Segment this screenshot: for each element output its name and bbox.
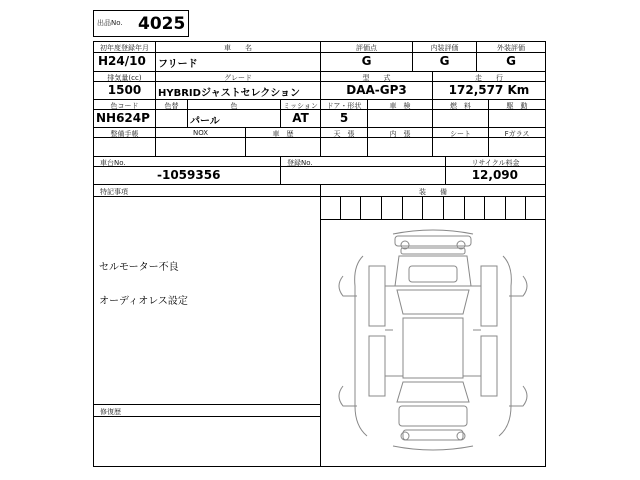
remarks-label: 特記事項 bbox=[100, 188, 128, 196]
remark-line-1: セルモーター不良 bbox=[99, 262, 179, 273]
registration-label: 登録No. bbox=[287, 159, 313, 167]
lot-number: 4025 bbox=[138, 14, 186, 34]
exterior-score-label: 外装評価 bbox=[497, 44, 525, 52]
doors-label: ドア・形状 bbox=[326, 102, 362, 110]
color-code-value: NH624P bbox=[96, 111, 150, 125]
mileage-value: 172,577 Km bbox=[448, 83, 530, 97]
color-label: 色 bbox=[230, 102, 238, 110]
car-name-value: フリード bbox=[158, 59, 198, 70]
grade-label: グレード bbox=[224, 74, 252, 82]
mileage-label: 走 行 bbox=[475, 74, 503, 82]
equipment-label: 装 備 bbox=[419, 188, 447, 196]
drive-label: 駆 動 bbox=[506, 102, 528, 110]
repair-history-label: 修復歴 bbox=[100, 408, 121, 416]
overall-score-value: G bbox=[361, 54, 372, 68]
overall-score-label: 評価点 bbox=[356, 44, 377, 52]
displacement-label: 排気量(cc) bbox=[107, 74, 142, 82]
seat-label: シート bbox=[450, 130, 471, 138]
roof-label: 天 張 bbox=[333, 130, 355, 138]
chassis-label: 車台No. bbox=[100, 159, 126, 167]
interior-lining-label: 内 張 bbox=[389, 130, 411, 138]
interior-score-label: 内装評価 bbox=[430, 44, 459, 52]
model-value: DAA-GP3 bbox=[346, 83, 407, 97]
recycle-label: リサイクル料金 bbox=[471, 159, 520, 167]
first-reg-label: 初年度登録年月 bbox=[100, 44, 149, 52]
color-change-label: 色替 bbox=[164, 102, 179, 110]
doors-value: 5 bbox=[339, 111, 349, 125]
displacement-value: 1500 bbox=[107, 83, 142, 97]
lot-label: 出品No. bbox=[97, 19, 123, 27]
color-value: パール bbox=[190, 116, 220, 127]
interior-score-value: G bbox=[439, 54, 450, 68]
nox-label: NOX bbox=[192, 129, 209, 137]
history-label: 車 歴 bbox=[272, 130, 294, 138]
manual-label: 整備手帳 bbox=[110, 130, 139, 138]
chassis-value: -1059356 bbox=[157, 168, 221, 182]
transmission-value: AT bbox=[292, 111, 309, 125]
recycle-value: 12,090 bbox=[471, 168, 518, 182]
inspection-label: 車 検 bbox=[389, 102, 411, 110]
first-reg-value: H24/10 bbox=[98, 54, 146, 68]
f-glass-label: Fガラス bbox=[504, 130, 530, 138]
car-damage-diagram bbox=[333, 226, 533, 456]
grade-value: HYBRIDジャストセレクション bbox=[158, 88, 301, 99]
fuel-label: 燃 料 bbox=[450, 102, 471, 110]
color-code-label: 色コード bbox=[110, 102, 139, 110]
remark-line-2: オーディオレス設定 bbox=[99, 296, 188, 307]
model-label: 型 式 bbox=[362, 74, 391, 82]
exterior-score-value: G bbox=[506, 54, 516, 68]
transmission-label: ミッション bbox=[283, 102, 318, 110]
car-name-label: 車 名 bbox=[224, 44, 252, 52]
